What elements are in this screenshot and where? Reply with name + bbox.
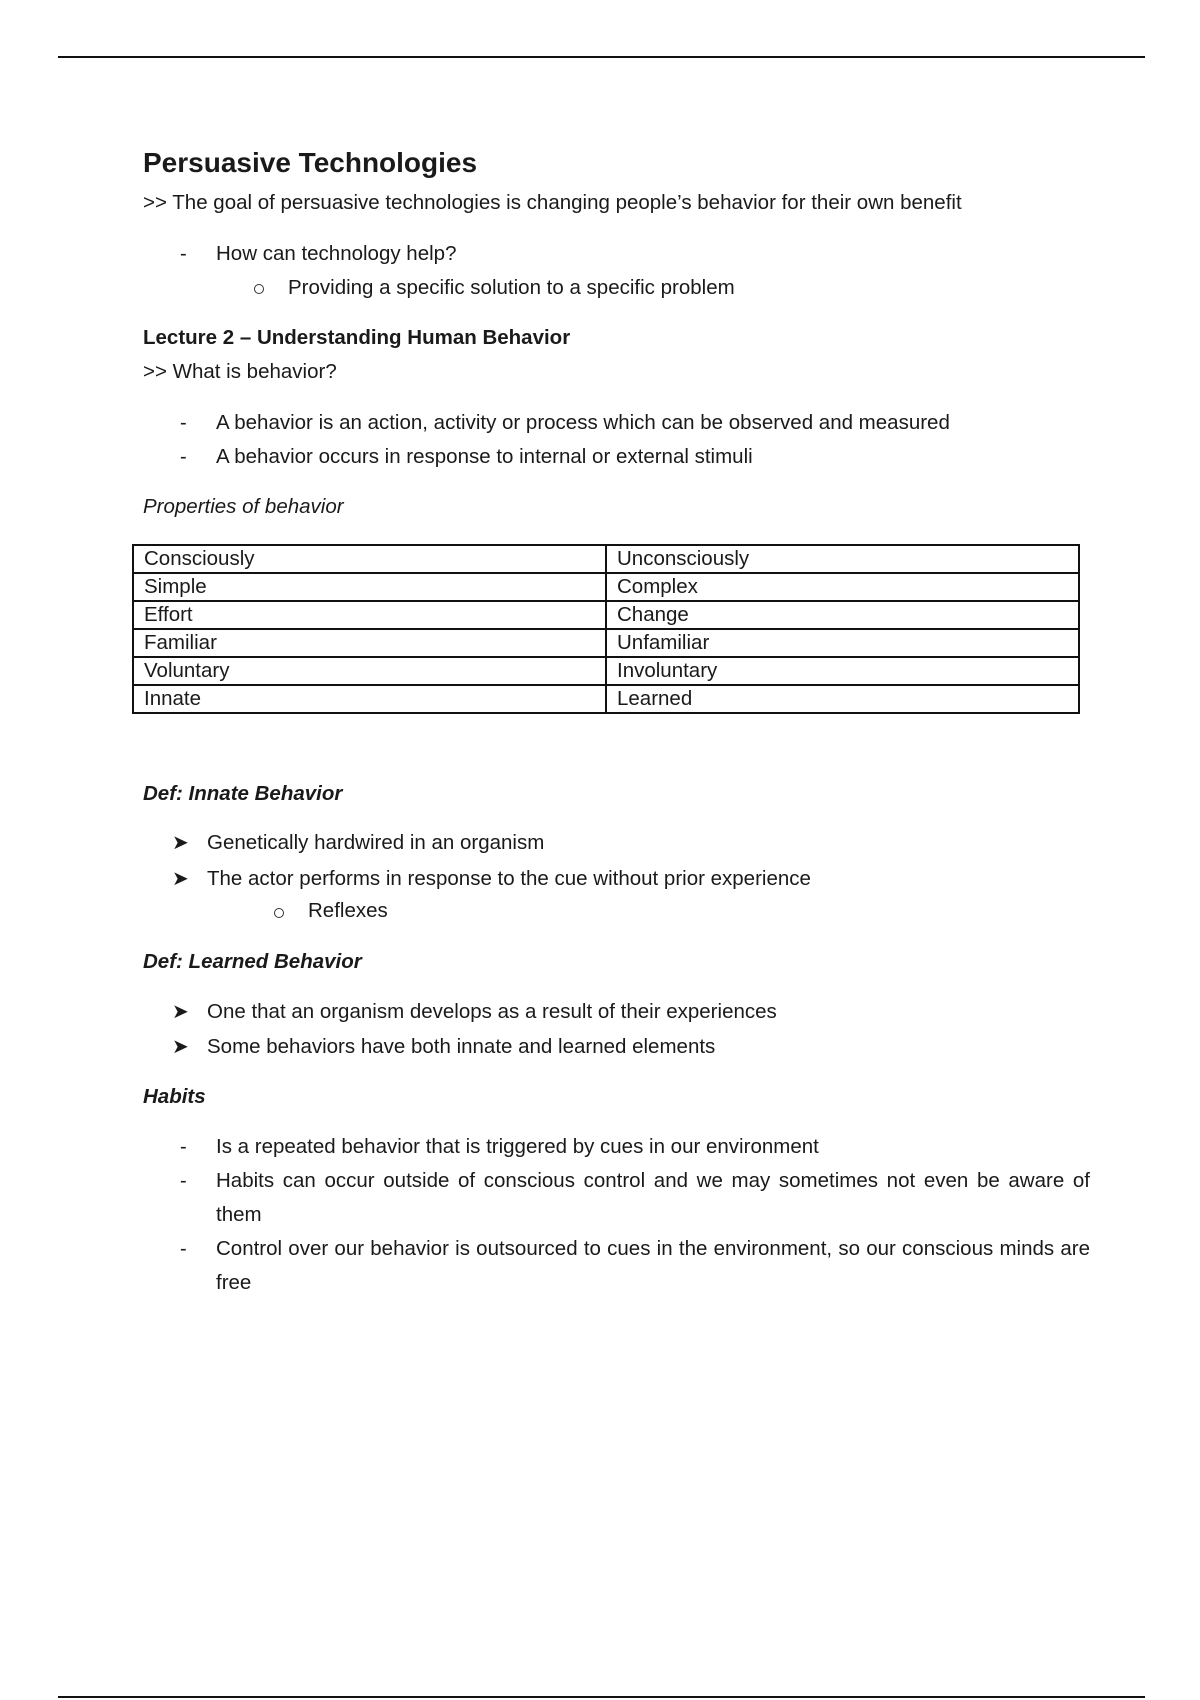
- table-cell: Change: [606, 601, 1079, 629]
- properties-caption: Properties of behavior: [143, 495, 344, 518]
- how-can-help-answer: Providing a specific solution to a specific problem: [288, 276, 735, 299]
- dash-bullet-icon: -: [180, 1136, 187, 1158]
- habits-point: Habits can occur outside of conscious control and we may sometimes not even be aware of them: [216, 1169, 1090, 1226]
- circle-bullet-icon: [274, 908, 284, 918]
- table-cell: Unconsciously: [606, 545, 1079, 573]
- dash-bullet-icon: -: [180, 1170, 187, 1192]
- habits-point: Is a repeated behavior that is triggered by cues in our environment: [216, 1135, 819, 1158]
- innate-point: Genetically hardwired in an organism: [207, 831, 545, 854]
- lecture-heading: Lecture 2 – Understanding Human Behavior: [143, 326, 571, 349]
- arrow-bullet-icon: ➤: [172, 868, 189, 890]
- arrow-bullet-icon: ➤: [172, 1036, 189, 1058]
- bottom-rule: [58, 1696, 1145, 1698]
- top-rule: [58, 56, 1145, 58]
- dash-bullet-icon: -: [180, 446, 187, 468]
- table-row: [133, 685, 1079, 713]
- table-row: [133, 657, 1079, 685]
- table-row: [133, 629, 1079, 657]
- dash-bullet-icon: -: [180, 1238, 187, 1260]
- innate-point: The actor performs in response to the cue without prior experience: [207, 867, 811, 890]
- dash-bullet-icon: -: [180, 243, 187, 265]
- table-cell: Consciously: [133, 545, 606, 573]
- learned-point: Some behaviors have both innate and learned elements: [207, 1035, 716, 1058]
- circle-bullet-icon: [254, 284, 264, 294]
- table-cell: Voluntary: [133, 657, 606, 685]
- table-cell: Learned: [606, 685, 1079, 713]
- page-title: Persuasive Technologies: [143, 147, 478, 178]
- arrow-bullet-icon: ➤: [172, 832, 189, 854]
- innate-heading: Def: Innate Behavior: [143, 782, 343, 805]
- arrow-bullet-icon: ➤: [172, 1001, 189, 1023]
- behavior-point: A behavior occurs in response to internal or external stimuli: [216, 445, 753, 468]
- habits-heading: Habits: [143, 1085, 206, 1108]
- properties-table: [132, 544, 1080, 714]
- table-cell: Complex: [606, 573, 1079, 601]
- table-cell: Involuntary: [606, 657, 1079, 685]
- table-row: [133, 545, 1079, 573]
- habits-point: Control over our behavior is outsourced to cues in the environment, so our conscious minds are free: [216, 1237, 1090, 1294]
- dash-bullet-icon: -: [180, 412, 187, 434]
- table-cell: Unfamiliar: [606, 629, 1079, 657]
- table-row: [133, 601, 1079, 629]
- behavior-point: A behavior is an action, activity or process which can be observed and measured: [216, 411, 950, 434]
- how-can-help-question: How can technology help?: [216, 242, 457, 265]
- innate-sub-point: Reflexes: [308, 899, 388, 922]
- lecture-question: >> What is behavior?: [143, 360, 337, 383]
- table-cell: Effort: [133, 601, 606, 629]
- table-cell: Innate: [133, 685, 606, 713]
- learned-heading: Def: Learned Behavior: [143, 950, 362, 973]
- table-cell: Simple: [133, 573, 606, 601]
- learned-point: One that an organism develops as a result of their experiences: [207, 1000, 777, 1023]
- table-cell: Familiar: [133, 629, 606, 657]
- table-row: [133, 573, 1079, 601]
- intro-text: >> The goal of persuasive technologies is changing people’s behavior for their own benefit: [143, 191, 962, 214]
